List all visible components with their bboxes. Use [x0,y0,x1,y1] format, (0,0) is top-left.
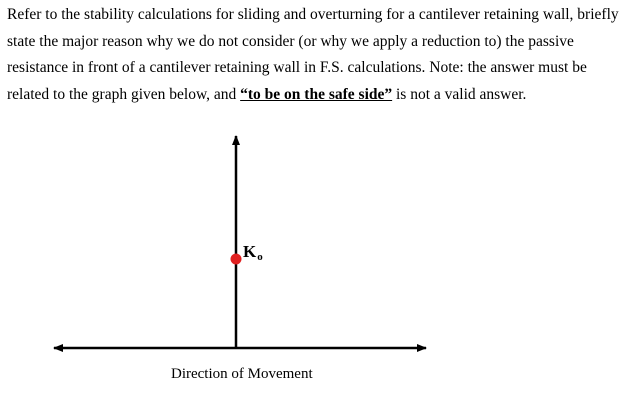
question-text [7,2,623,108]
ko-point [231,254,242,265]
ko-label-subscript: o [257,251,263,263]
x-axis-label: Direction of Movement [171,366,313,382]
ko-label [243,242,263,263]
question-tail: is not a valid answer. [392,85,527,103]
question-body: Refer to the stability calculations for sliding and overturning for a cantilever retaining wall, briefly state the major reason why we do not consider (or why we apply a reduction to) the passive resistance in front of a cantilever retaining wall in F.S. calculations. Note: the answer must be related to the graph given below, and [7,6,619,103]
graph-axes [0,120,630,412]
pressure-movement-graph [0,120,630,412]
ko-label-main: K [243,242,257,261]
emphasized-phrase: “to be on the safe side” [240,85,393,103]
